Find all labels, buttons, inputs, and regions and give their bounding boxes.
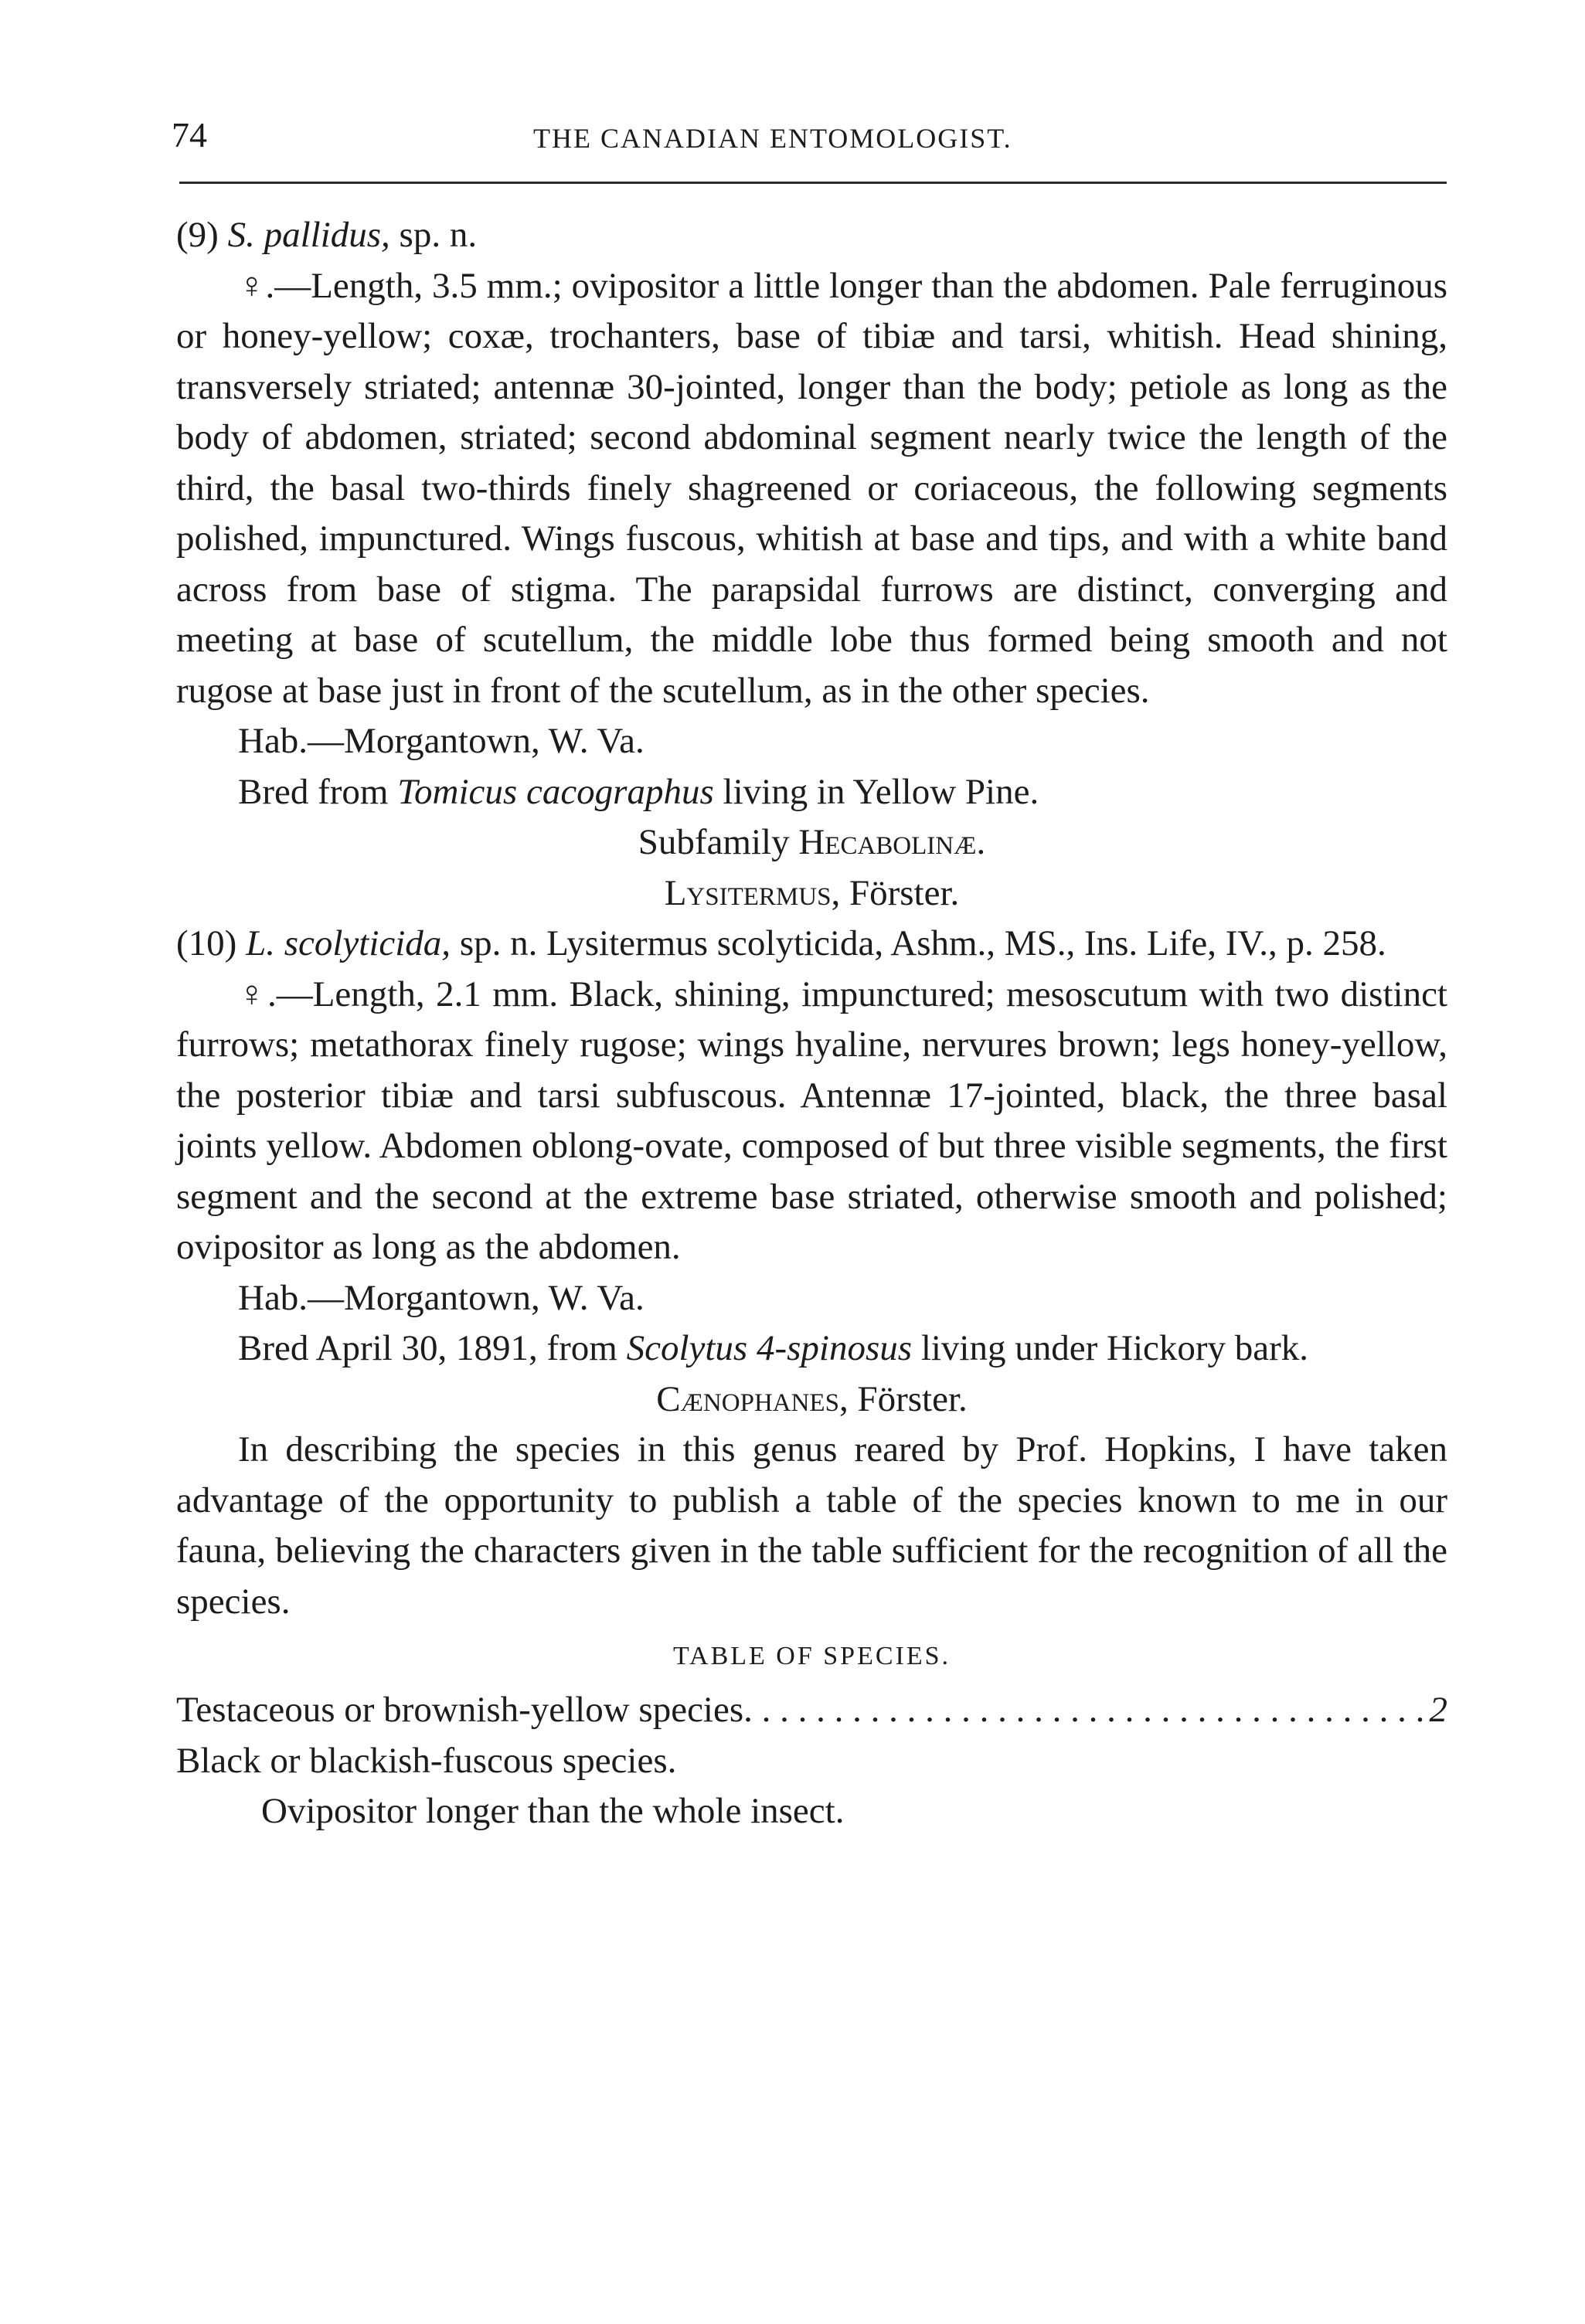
species-key-row-text: Testaceous or brownish-yellow species — [176, 1690, 744, 1730]
entry-9-bred — [176, 767, 1447, 818]
species-key-row: Black or blackish-fuscous species. — [176, 1740, 677, 1781]
entry-9-bred-suffix: living in Yellow Pine. — [723, 771, 1039, 812]
entry-10-bred-prefix: Bred April 30, 1891, from — [238, 1328, 617, 1368]
genus-caenophanes-author: Förster. — [857, 1378, 968, 1419]
genus-lysitermus-author: Förster. — [849, 872, 960, 913]
genus-intro-paragraph: In describing the species in this genus reared by Prof. Hopkins, I have taken advantage of the opportunity to publish a table of the species known to me in our fauna, believing the characters given in the table sufficient for the recognition of all the species. — [176, 1429, 1447, 1622]
genus-lysitermus-heading — [176, 868, 1447, 919]
entry-9-species-name: S. pallidus, — [227, 215, 390, 255]
entry-10-habitat: Hab.—Morgantown, W. Va. — [238, 1277, 645, 1318]
entry-10-host: Scolytus 4-spinosus — [626, 1328, 913, 1368]
header-rule — [179, 182, 1447, 184]
entry-9-host: Tomicus cacographus — [397, 771, 714, 812]
entry-10-number: (10) — [176, 923, 237, 963]
entry-9-description: ♀.—Length, 3.5 mm.; ovipositor a little longer than the abdomen. Pale ferruginous or honey-yellow; coxæ, trochanters, base of tibiæ and tarsi, whitish. Head shining, transversely striated; antennæ 30-jointed, longer than the body; petiole as long as the body of abdomen, striated; second abdominal segment nearly twice the length of the third, the basal two-thirds finely shagreened or coriaceous, the following segments polished, impunctured. Wings fuscous, whitish at base and tips, and with a white band across from base of stigma. The parapsidal furrows are distinct, converging and meeting at base of scutellum, the middle lobe thus formed being smooth and not rugose at base just in front of the scutellum, as in the other species. — [176, 265, 1447, 711]
entry-10-bred — [176, 1323, 1447, 1374]
species-key-subrow: Ovipositor longer than the whole insect. — [261, 1791, 845, 1831]
entry-9-habitat: Hab.—Morgantown, W. Va. — [238, 721, 645, 761]
entry-10-bred-suffix: living under Hickory bark. — [920, 1328, 1309, 1368]
genus-caenophanes-heading — [176, 1374, 1447, 1425]
entry-10-species-name: L. scolyticida, — [246, 923, 451, 963]
page-body — [176, 210, 1447, 1837]
subfamily-prefix: Subfamily — [638, 822, 790, 862]
entry-10-description: ♀.—Length, 2.1 mm. Black, shining, impunctured; mesoscutum with two distinct furrows; metathorax finely rugose; wings hyaline, nervures brown; legs honey-yellow, the posterior tibiæ and tarsi subfuscous. Antennæ 17-jointed, black, the three basal joints yellow. Abdomen oblong-ovate, composed of but three visible segments, the first segment and the second at the extreme base striated, otherwise smooth and polished; ovipositor as long as the abdomen. — [176, 973, 1447, 1267]
entry-10-heading — [176, 919, 1447, 970]
page-number: 74 — [172, 115, 207, 155]
species-table-heading: TABLE OF SPECIES. — [672, 1642, 951, 1670]
entry-9-bred-prefix: Bred from — [238, 771, 389, 812]
subfamily-heading — [176, 817, 1447, 868]
species-key-row-number: 2 — [1429, 1690, 1447, 1730]
entry-9-heading — [176, 210, 1447, 261]
dot-leader — [743, 1685, 1424, 1736]
running-title: THE CANADIAN ENTOMOLOGIST. — [533, 123, 1012, 154]
genus-lysitermus-name: Lysitermus, — [664, 872, 841, 913]
genus-caenophanes-name: Cænophanes, — [656, 1378, 849, 1419]
entry-9-number: (9) — [176, 215, 219, 255]
subfamily-name: Hecabolinæ. — [798, 822, 986, 862]
species-key-row — [176, 1685, 1447, 1736]
entry-9-status: sp. n. — [399, 215, 478, 255]
entry-10-reference: sp. n. Lysitermus scolyticida, Ashm., MS., Ins. Life, IV., p. 258. — [459, 923, 1386, 963]
